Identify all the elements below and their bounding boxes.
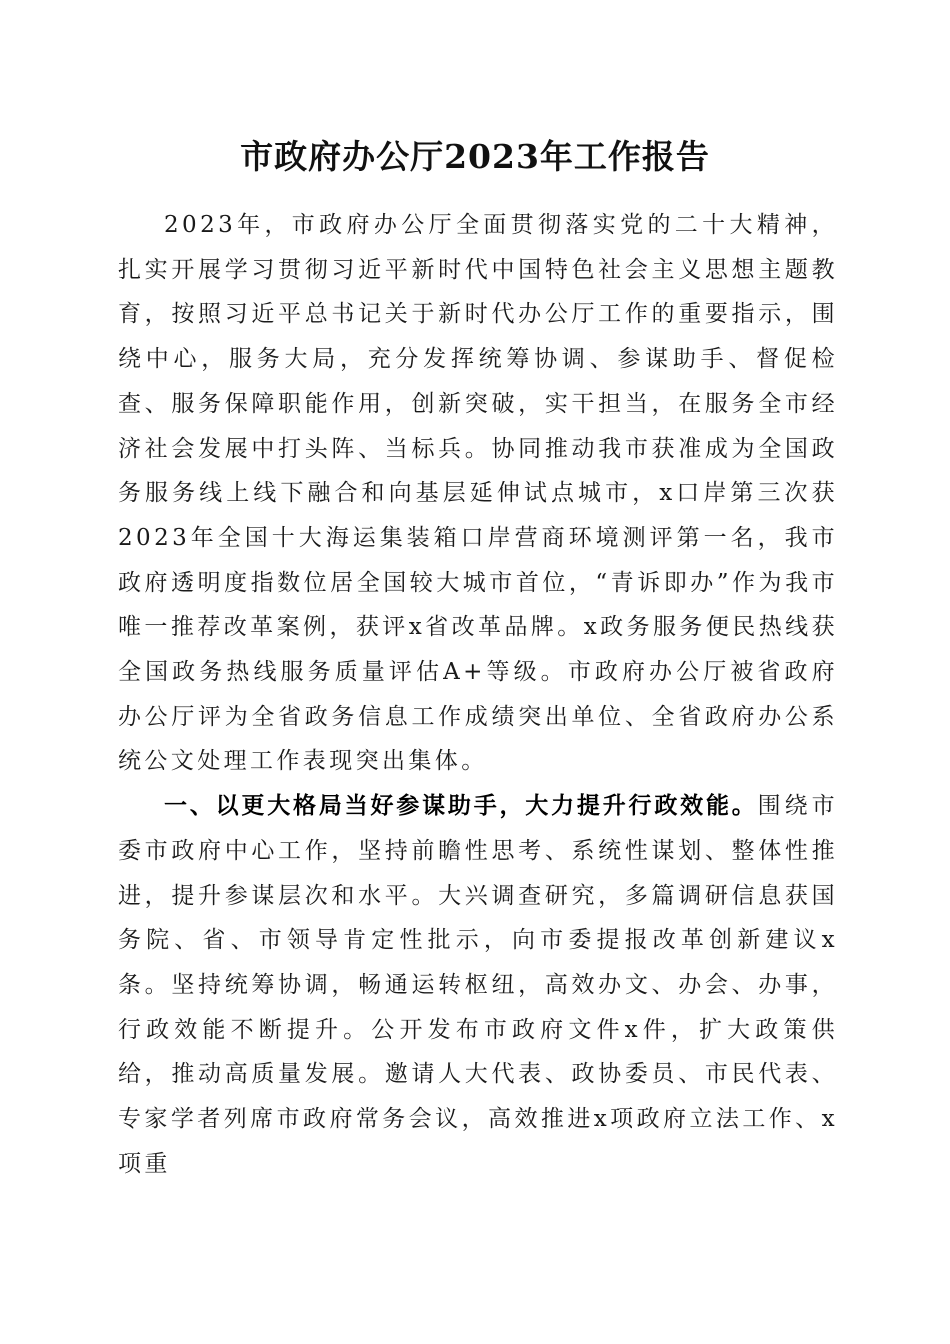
paragraph-text: 围绕市委市政府中心工作，坚持前瞻性思考、系统性谋划、整体性推进，提升参谋层次和水平。大兴调查研究，多篇调研信息获国务院、省、市领导肯定性批示，向市委提报改革创新建议x条。坚持统筹协调，畅通运转枢纽，高效办文、办会、办事，行政效能不断提升。公开发布市政府文件x件，扩大政策供给，推动高质量发展。邀请人大代表、政协委员、市民代表、专家学者列席市政府常务会议，高效推进x项政府立法工作、x项重 (118, 793, 838, 1177)
section-heading: 一、以更大格局当好参谋助手，大力提升行政效能。 (164, 793, 758, 820)
document-body (118, 203, 838, 1186)
paragraph-intro (118, 203, 838, 784)
document-title: 市政府办公厅2023年工作报告 (240, 137, 710, 176)
paragraph-section-1 (118, 784, 838, 1186)
paragraph-text: 2023年，市政府办公厅全面贯彻落实党的二十大精神，扎实开展学习贯彻习近平新时代中国特色社会主义思想主题教育，按照习近平总书记关于新时代办公厅工作的重要指示，围绕中心，服务大局，充分发挥统筹协调、参谋助手、督促检查、服务保障职能作用，创新突破，实干担当，在服务全市经济社会发展中打头阵、当标兵。协同推动我市获准成为全国政务服务线上线下融合和向基层延伸试点城市，x口岸第三次获2023年全国十大海运集装箱口岸营商环境测评第一名，我市政府透明度指数位居全国较大城市首位，“青诉即办”作为我市唯一推荐改革案例，获评x省改革品牌。x政务服务便民热线获全国政务热线服务质量评估A+等级。市政府办公厅被省政府办公厅评为全省政务信息工作成绩突出单位、全省政府办公系统公文处理工作表现突出集体。 (118, 212, 838, 775)
